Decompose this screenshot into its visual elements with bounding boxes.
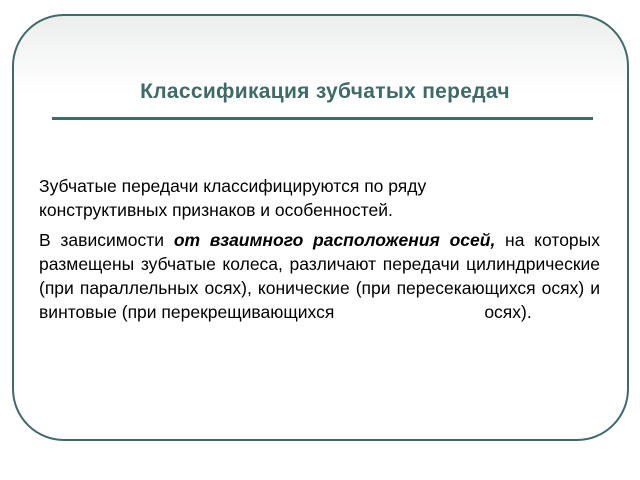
slide-body <box>39 174 600 324</box>
paragraph-2-rest-1: на которых размещены зубчатые колеса, различают передачи цилиндрические (при параллельных осях), конические (при пересекающихся осях) и винтовые (при перекрещивающихся <box>39 230 600 322</box>
paragraph-2-lead: В зависимости <box>39 230 174 250</box>
paragraph-2-rest-2: осях). <box>484 302 532 322</box>
paragraph-2 <box>39 228 600 324</box>
paragraph-1-line-2: конструктивных признаков и особенностей. <box>39 200 393 220</box>
paragraph-1 <box>39 174 600 222</box>
title-underline <box>52 117 593 120</box>
paragraph-2-emphasis: от взаимного расположения осей, <box>173 230 496 250</box>
slide-title: Классификация зубчатых передач <box>140 80 510 103</box>
paragraph-1-line-1: Зубчатые передачи классифицируются по ряду <box>39 176 427 196</box>
